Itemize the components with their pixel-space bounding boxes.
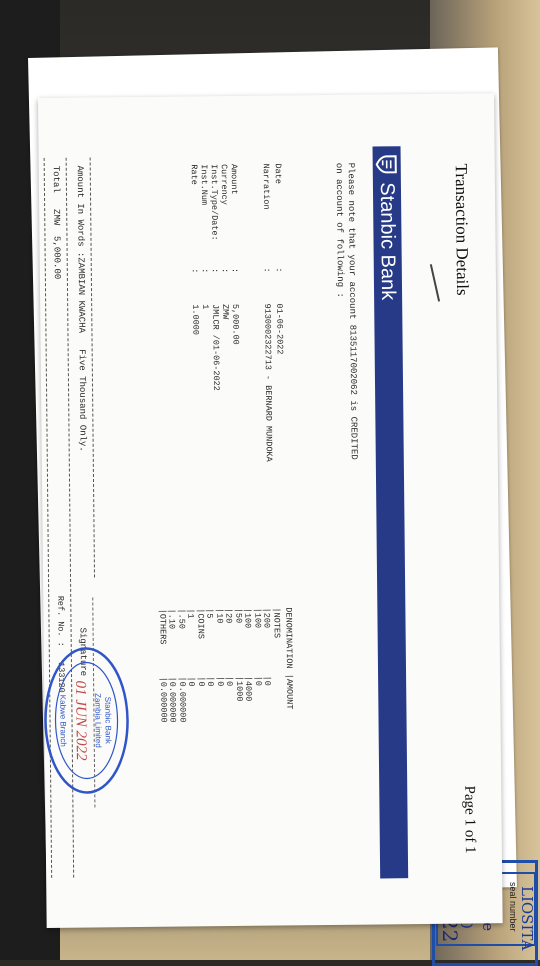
signature-label: Signature [78,628,89,677]
denomination-cell: |200 [262,608,272,629]
narration-value: 9130002322713 - BERNARD MUNDOKA [262,304,274,462]
currency-label: Currency [219,164,229,205]
narration-sep: : [262,268,272,273]
denomination-cell: |5 [205,608,215,618]
stamp-date: 01 JUN 2022 [72,681,89,762]
denomination-amount-cell: |0 [225,676,235,686]
bank-name: Stanbic Bank [375,182,399,300]
denomination-cell: |OTHERS [157,609,167,645]
denomination-amount-cell: |0.000000 [158,677,168,723]
denomination-cell: |1 [186,608,196,618]
amount-in-words: Amount In Words :ZAMBIAN KWACHA Five Thousand Only. [75,166,88,452]
inst-type-label: Inst.Type/Date: [209,164,220,241]
inst-num-label: Inst.Num [199,164,209,205]
divider-1 [90,157,95,577]
stamp-line2: Zambia Limited [93,693,103,748]
denomination-cell: |100 [243,608,253,629]
denomination-amount-cell: |0 [187,676,197,686]
date-value: 01-06-2022 [274,303,285,354]
denomination-amount-cell: |0 [196,676,206,686]
denomination-amount-cell: |0.000000 [177,676,187,722]
currency-value: ZMW [220,304,230,319]
inst-type-value: JMLCR /01-06-2022 [210,304,221,391]
date-label: Date [273,163,283,184]
bank-stamp [42,645,132,796]
document-title: Transaction Details [451,163,472,295]
denomination-cell: |.50 [176,608,186,629]
rate-value: 1.0000 [190,304,200,335]
seal-code: LIOSITA [518,886,536,950]
denomination-cell: |COINS [195,608,205,639]
total-amount: Total ZMW 5,000.00 [51,166,62,280]
denomination-amount-cell: |1000 [234,676,244,702]
denomination-cell: |NOTES [271,607,281,638]
reference-number: Ref. No. : 133120 [55,596,66,693]
amount-label: Amount [229,164,239,195]
amount-sep: : [230,268,240,273]
narration-label: Narration [261,164,271,210]
credit-notice-cont: on account of following : [333,163,346,298]
stanbic-shield-icon [375,152,399,176]
denomination-cell: |10 [214,608,224,623]
denomination-amount-cell: |0 [263,676,273,686]
page-indicator: Page 1 of 1 [460,786,478,854]
rate-label: Rate [189,164,199,185]
denomination-cell: |.10 [167,609,177,630]
inst-type-sep: : [210,268,220,273]
denomination-amount-cell: |4000 [244,676,254,702]
date-sep: : [274,267,284,272]
amount-value: 5,000.00 [230,304,240,345]
stamp-line1: Stanbic Bank [103,697,113,745]
transaction-slip [38,93,503,928]
denomination-cell: |100 [252,608,262,629]
pen-mark [430,264,440,302]
rate-sep: : [190,268,200,273]
seal-number-label: seal number [508,882,518,932]
inst-num-value: 1 [200,304,210,309]
stamp-line3: Kabwe Branch [58,695,68,747]
denomination-amount-cell: |0 [253,676,263,686]
denomination-cell: |20 [224,608,234,623]
credit-notice: Please note that your account 8135117002062 is CREDITED [345,163,360,460]
denomination-amount-cell: |0 [206,676,216,686]
inst-num-sep: : [200,268,210,273]
denomination-header: DENOMINATION |AMOUNT [283,607,294,709]
brand [372,152,404,300]
currency-sep: : [220,268,230,273]
denomination-amount-cell: |0 [215,676,225,686]
denomination-cell: |50 [233,608,243,623]
denomination-amount-cell: |0.000000 [168,677,178,723]
